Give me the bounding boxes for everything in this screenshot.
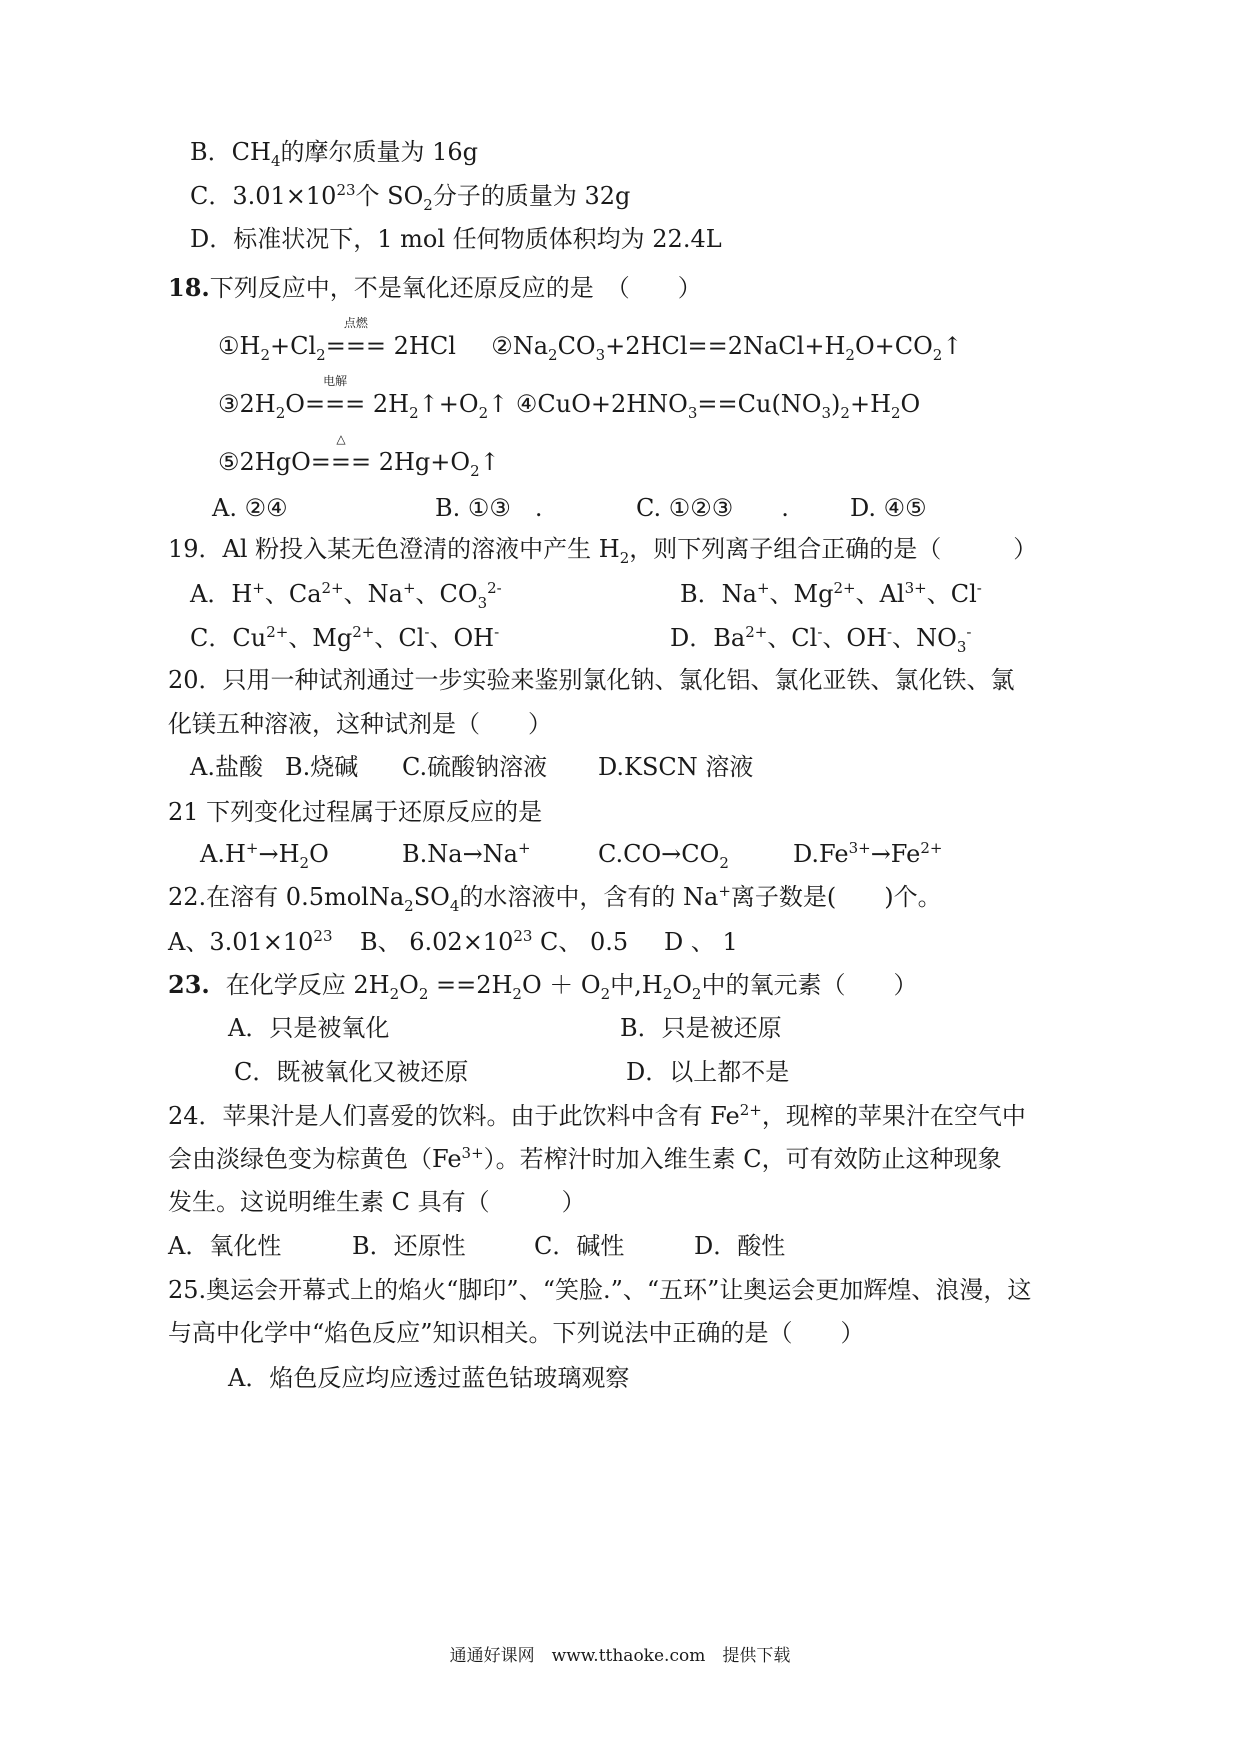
- q19-stem: 19．Al 粉投入某无色澄清的溶液中产生 $H_2$，则下列离子组合正确的是（ ）: [168, 535, 1038, 567]
- q19-option-d: D．$Ba^{2+}$、Cl-、OH-、$NO_3^-$: [670, 623, 972, 656]
- q23-option-b: B．只是被还原: [620, 1014, 782, 1042]
- q22-option-a: A、$3.01\times 10^{23}$: [168, 927, 333, 956]
- q17-option-d: D．标准状况下，1 mol 任何物质体积均为 22.4L: [190, 225, 722, 253]
- q21-option-c: $C.CO\to CO_2$: [598, 840, 729, 872]
- q19-option-b: B．Na+、$Mg^{2+}$、$Al^{3+}$、Cl-: [680, 579, 982, 608]
- q22-option-c: C、 0.5: [540, 928, 629, 956]
- q20-option-d: D.KSCN 溶液: [598, 753, 754, 781]
- q19-option-a: A．H+、$Ca^{2+}$、Na+、$CO_3^{2-}$: [190, 579, 502, 612]
- page-footer: 通通好课网 www.tthaoke.com 提供下载: [449, 1646, 791, 1666]
- q18-stem: 18.下列反应中，不是氧化还原反应的是 （ ）: [168, 273, 702, 302]
- q25-option-a: A．焰色反应均应透过蓝色钴玻璃观察: [228, 1364, 630, 1392]
- q18-option-b: B. ①③ .: [435, 494, 543, 522]
- q18-reaction-1-2: $①H_2+Cl_2$ 点燃 === 2HCl $②Na_2CO_3+2HCl==2NaCl+H_2O+CO_2↑$: [218, 316, 963, 364]
- q24-option-d: D．酸性: [694, 1232, 786, 1260]
- q24-option-b: B．还原性: [352, 1232, 466, 1260]
- q23-stem: 23. 在化学反应 $2H_2O_2 ==2H_2O + O_2$中$,H_2O_2$中的氧元素（ ）: [168, 970, 918, 1003]
- q18-reaction-3-4: $③2H_2O$ 电解 === $2H_2↑+O_2↑$ $④CuO+2HNO_3==Cu(NO_3)_2+H_2O$: [218, 374, 921, 422]
- q21-option-b: B.Na→Na+: [402, 839, 531, 868]
- q22-option-d: D 、 1: [664, 928, 738, 956]
- q24-stem-line-1: 24．苹果汁是人们喜爱的饮料。由于此饮料中含有 $Fe^{2+}$，现榨的苹果汁在空气中: [168, 1101, 1026, 1130]
- q20-stem-line-1: 20．只用一种试剂通过一步实验来鉴别氯化钠、氯化铝、氯化亚铁、氯化铁、氯: [168, 666, 1015, 694]
- equals-condition: 点燃 ===: [325, 316, 387, 360]
- equals-condition: △ ===: [310, 432, 372, 476]
- q23-option-a: A．只是被氧化: [228, 1014, 390, 1042]
- q18-option-a: A. ②④: [212, 494, 288, 522]
- q23-option-c: C．既被氧化又被还原: [234, 1058, 469, 1086]
- q21-option-d: $D.Fe^{3+}\to Fe^{2+}$: [793, 839, 943, 868]
- q18-reaction-5: ⑤2HgO △ === $2Hg+O_2↑$: [218, 432, 500, 480]
- q25-stem-line-1: 25.奥运会开幕式上的焰火“脚印”、“笑脸.”、“五环”让奥运会更加辉煌、浪漫，这: [168, 1276, 1032, 1304]
- q20-option-c: C.硫酸钠溶液: [402, 753, 548, 781]
- q25-stem-line-2: 与高中化学中“焰色反应”知识相关。下列说法中正确的是（ ）: [168, 1319, 865, 1347]
- q19-option-c: C．$Cu^{2+}$、$Mg^{2+}$、Cl-、OH-: [190, 623, 500, 652]
- q17-option-b: B．$CH_4$的摩尔质量为 16g: [190, 138, 479, 170]
- q23-option-d: D．以上都不是: [626, 1058, 790, 1086]
- q21-stem: 21 下列变化过程属于还原反应的是: [168, 798, 543, 826]
- q24-stem-line-2: 会由淡绿色变为棕黄色$(Fe^{3+})$。若榨汁时加入维生素 C，可有效防止这种现象: [168, 1144, 1002, 1173]
- q20-option-a: A.盐酸: [190, 753, 263, 781]
- q20-option-b: B.烧碱: [285, 753, 359, 781]
- q18-option-c: C. ①②③ .: [636, 494, 789, 522]
- q17-option-c: C．$3.01\times 10^{23}$个 $SO_2$分子的质量为 32g: [190, 181, 631, 214]
- q24-option-c: C．碱性: [534, 1232, 625, 1260]
- q24-stem-line-3: 发生。这说明维生素 C 具有（ ）: [168, 1188, 586, 1216]
- q22-stem: 22.在溶有 $0.5molNa_2SO_4$的水溶液中，含有的 Na+离子数是( )个。: [168, 882, 942, 915]
- q22-option-b: B、 $6.02\times 10^{23}$: [360, 927, 533, 956]
- q21-option-a: $A.H^+\to H_2O$: [200, 839, 329, 872]
- q18-option-d: D. ④⑤: [850, 494, 927, 522]
- equals-condition: 电解 ===: [304, 374, 366, 418]
- q20-stem-line-2: 化镁五种溶液，这种试剂是（ ）: [168, 710, 552, 738]
- q24-option-a: A．氧化性: [168, 1232, 282, 1260]
